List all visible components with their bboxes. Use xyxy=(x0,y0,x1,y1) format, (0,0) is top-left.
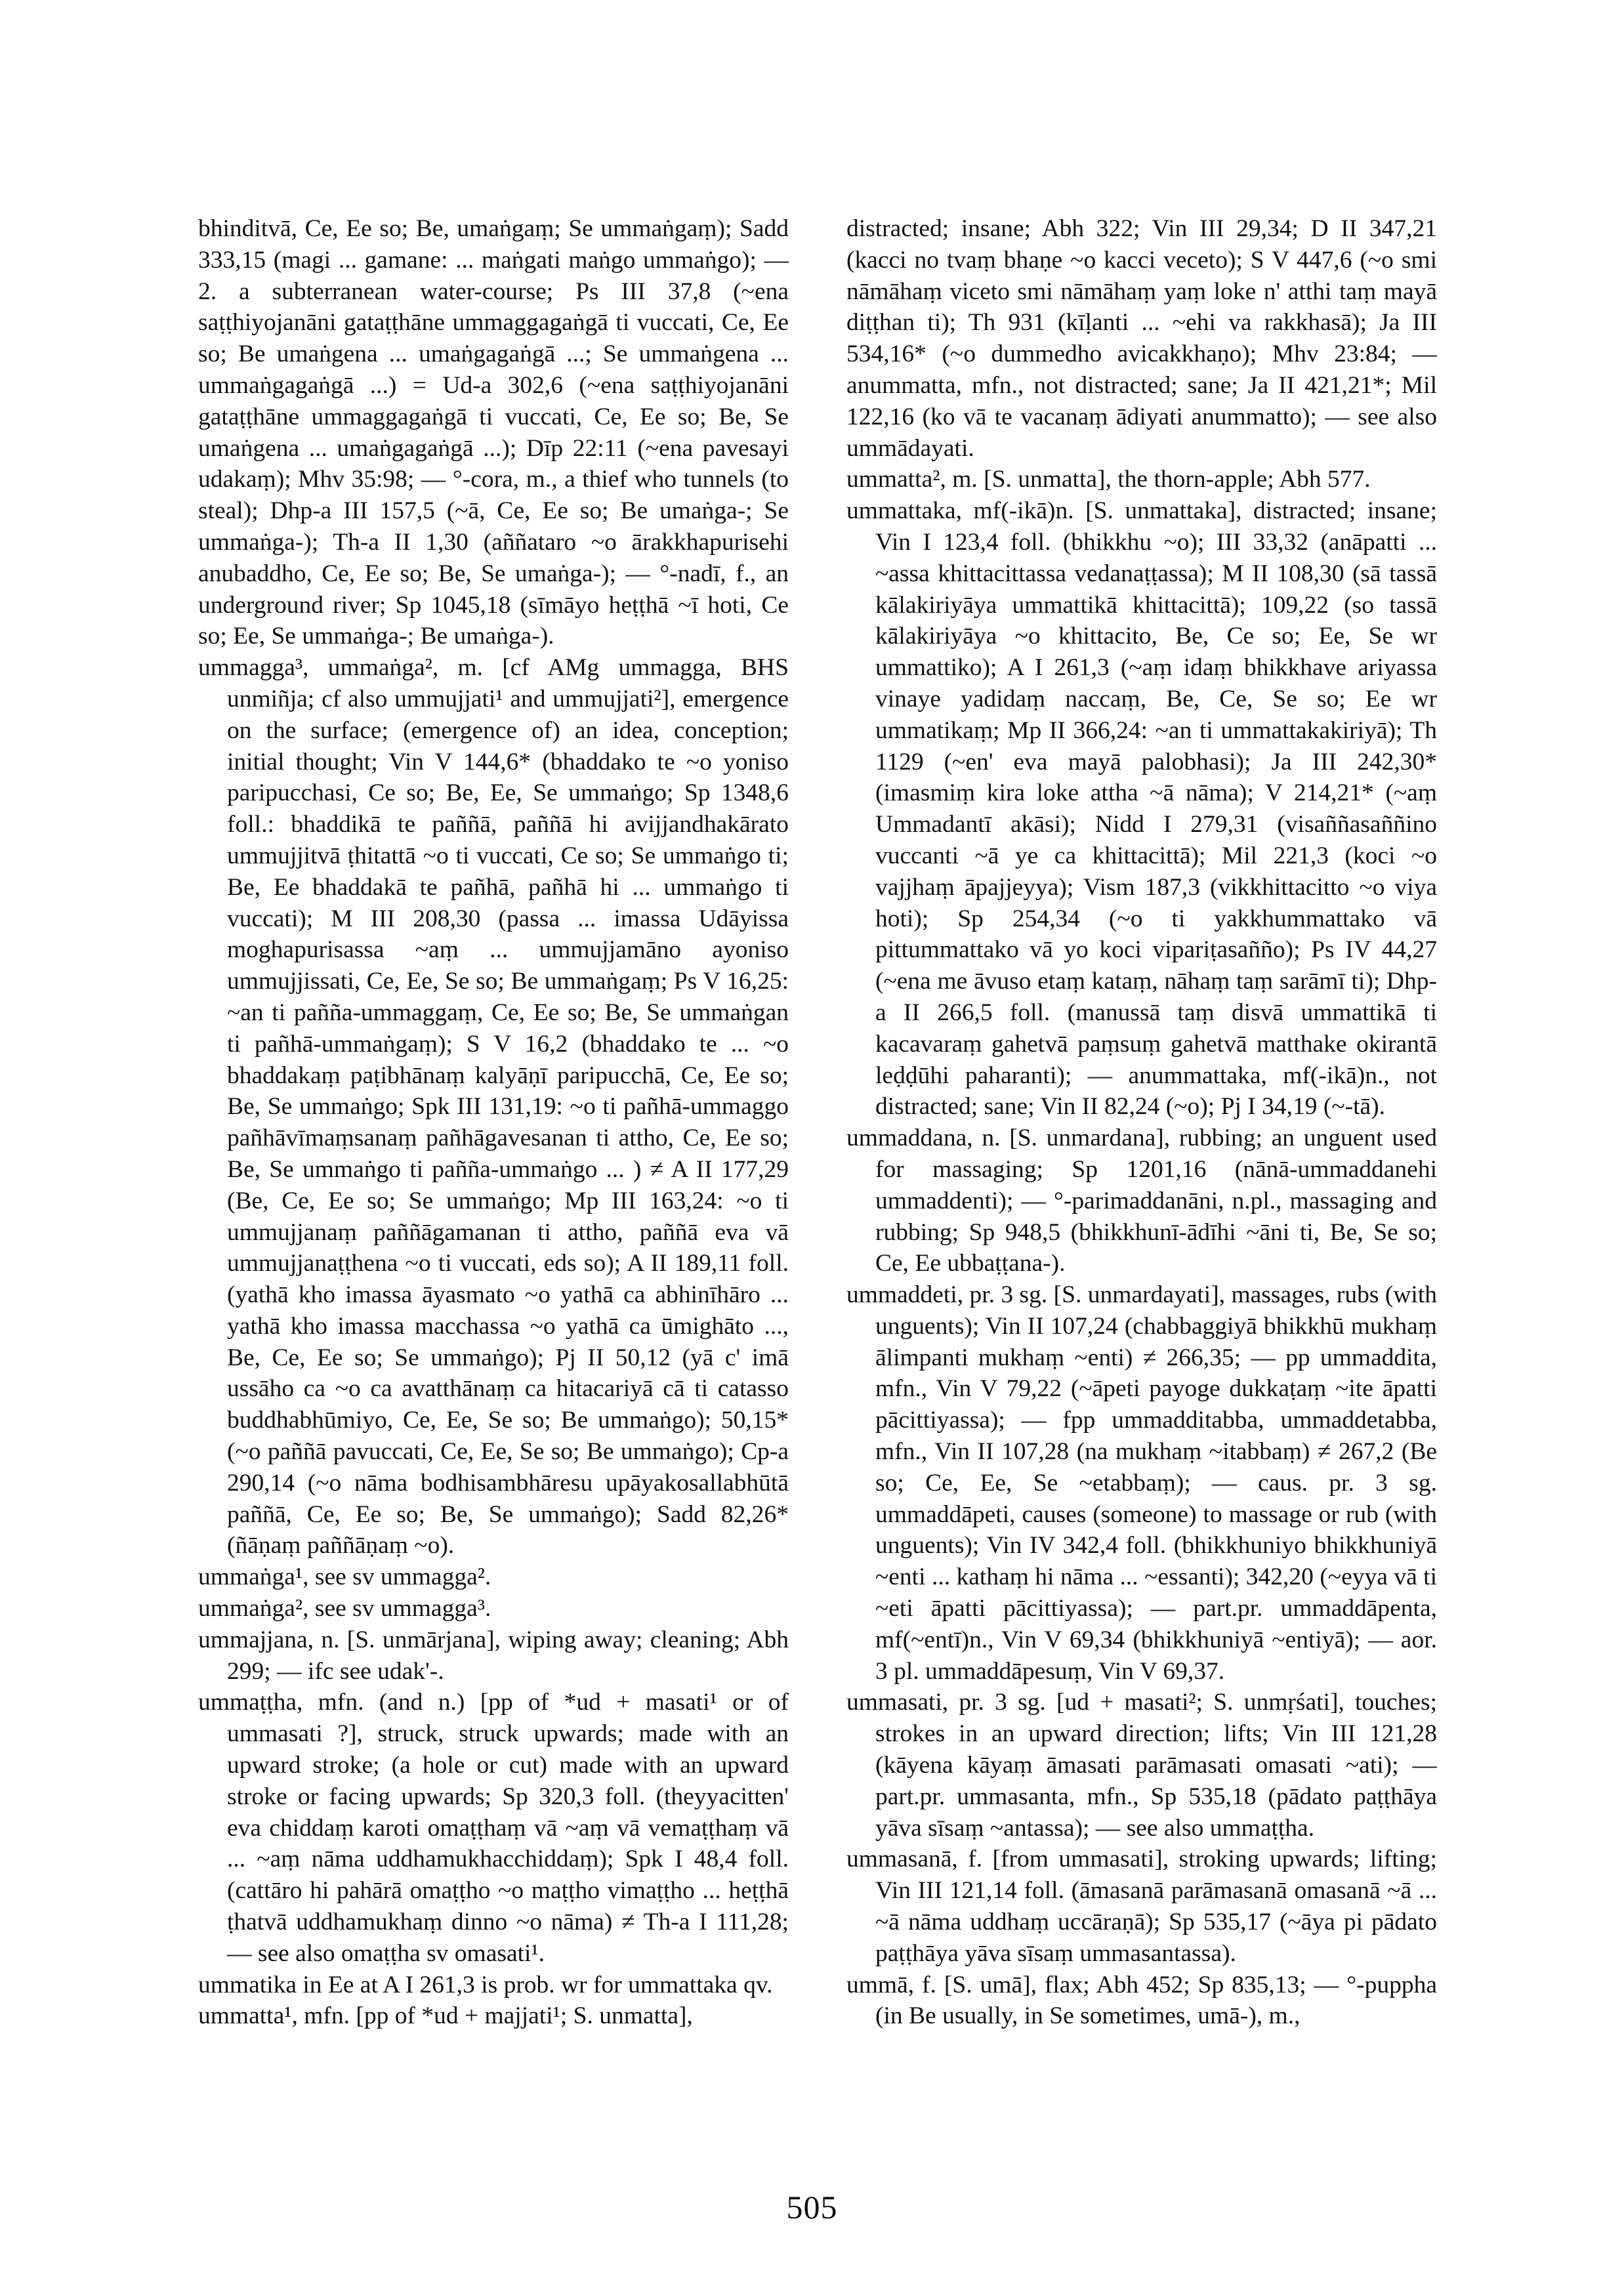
dictionary-entry: ummasanā, f. [from ummasati], stroking upwards; lifting; Vin III 121,14 foll. (āmasanā parāmasanā omasanā ~ā ... ~ā nāma uddhaṃ uccāraṇā); Sp 535,17 (~āya pi pādato paṭṭhāya yāva sīsaṃ ummasantassa). xyxy=(846,1846,1437,1967)
dictionary-entry: ummatika in Ee at A I 261,3 is prob. wr for ummattaka qv. xyxy=(198,1971,773,1998)
dictionary-entry: ummatta¹, mfn. [pp of *ud + majjati¹; S. unmatta], xyxy=(198,2002,693,2030)
dictionary-entry: distracted; insane; Abh 322; Vin III 29,34; D II 347,21 (kacci no tvaṃ bhaṇe ~o kacci veceto); S V 447,6 (~o smi nāmāhaṃ viceto smi nāmāhaṃ yaṃ loke n' atthi taṃ mayā diṭṭhan ti); Th 931 (kīḷanti ... ~ehi va rakkhasā); Ja III 534,16* (~o dummedho avicakkhaṇo); Mhv 23:84; — anummatta, mfn., not distracted; sane; Ja II 421,21*; Mil 122,16 (ko vā te vacanaṃ ādiyati anummatto); — see also ummādayati. xyxy=(846,215,1437,462)
dictionary-entry: ummatta², m. [S. unmatta], the thorn-apple; Abh 577. xyxy=(846,466,1371,493)
dictionary-entry: ummaṅga¹, see sv ummagga². xyxy=(198,1563,491,1591)
dictionary-entry: ummaṭṭha, mfn. (and n.) [pp of *ud + masati¹ or of ummasati ?], struck, struck upwards; made with an upward stroke; (a hole or cut) made with an upward stroke or facing upwards; Sp 320,3 foll. (theyyacitten' eva chiddaṃ karoti omaṭṭhaṃ vā ~aṃ vā vemaṭṭhaṃ vā ... ~aṃ nāma uddhamukhacchiddaṃ); Spk I 48,4 foll. (cattāro hi pahārā omaṭṭho ~o maṭṭho vimaṭṭho ... heṭṭhā ṭhatvā uddhamukhaṃ dinno ~o nāma) ≠ Th-a I 111,28; — see also omaṭṭha sv omasati¹. xyxy=(198,1689,789,1967)
dictionary-entry: ummagga³, ummaṅga², m. [cf AMg ummagga, BHS unmiñja; cf also ummujjati¹ and ummujjati²], emergence on the surface; (emergence of) an idea, conception; initial thought; Vin V 144,6* (bhaddako te ~o yoniso paripucchasi, Ce so; Be, Ee, Se ummaṅgo; Sp 1348,6 foll.: bhaddikā te paññā, paññā hi avijjandhakārato ummujjitvā ṭhitattā ~o ti vuccati, Ce so; Se ummaṅgo ti; Be, Ee bhaddakā te pañhā, pañhā hi ... ummaṅgo ti vuccati); M III 208,30 (passa ... imassa Udāyissa moghapurisassa ~aṃ ... ummujjamāno ayoniso ummujjissati, Ce, Ee, Se so; Be ummaṅgaṃ; Ps V 16,25: ~an ti pañña-ummaggaṃ, Ce, Ee so; Be, Se ummaṅgan ti pañhā-ummaṅgaṃ); S V 16,2 (bhaddako te ... ~o bhaddakaṃ paṭibhānaṃ kalyāṇī paripucchā, Ce, Ee so; Be, Se ummaṅgo; Spk III 131,19: ~o ti pañhā-ummaggo pañhāvīmaṃsanaṃ pañhāgavesanan ti attho, Ce, Ee so; Be, Se ummaṅgo ti pañña-ummaṅgo ... ) ≠ A II 177,29 (Be, Ce, Ee so; Se ummaṅgo; Mp III 163,24: ~o ti ummujjanaṃ paññāgamanan ti attho, paññā eva vā ummujjanaṭṭhena ~o ti vuccati, eds so); A II 189,11 foll. (yathā kho imassa āyasmato ~o yathā ca abhinīhāro ... yathā kho imassa macchassa ~o yathā ca ūmighāto ..., Be, Ce, Ee so; Se ummaṅgo); Pj II 50,12 (yā c' imā ussāho ca ~o ca avatthānaṃ ca hitacariyā cā ti catasso buddhabhūmiyo, Ce, Ee, Se so; Be ummaṅgo); 50,15* (~o paññā pavuccati, Ce, Ee, Se so; Be ummaṅgo); Cp-a 290,14 (~o nāma bodhisambhāresu upāyakosallabhūtā paññā, Ce, Ee so; Be, Se ummaṅgo); Sadd 82,26* (ñāṇaṃ paññāṇaṃ ~o). xyxy=(198,654,789,1560)
dictionary-entry: ummaṅga², see sv ummagga³. xyxy=(198,1595,491,1623)
left-column xyxy=(198,213,789,2201)
dictionary-entry: ummattaka, mf(-ikā)n. [S. unmattaka], distracted; insane; Vin I 123,4 foll. (bhikkhu ~o); III 33,32 (anāpatti ... ~assa khittacittassa vedanaṭṭassa); M II 108,30 (sā tassā kālakiriyāya ummattikā khittacittā); 109,22 (so tassā kālakiriyāya ~o khittacito, Be, Ce so; Ee, Se wr ummattiko); A I 261,3 (~aṃ idaṃ bhikkhave ariyassa vinaye yadidaṃ naccaṃ, Be, Ce, Se so; Ee wr ummatikaṃ; Mp II 366,24: ~an ti ummattakakiriyā); Th 1129 (~en' eva mayā palobhasi); Ja III 242,30* (imasmiṃ kira loke attha ~ā nāma); V 214,21* (~aṃ Ummadantī akāsi); Nidd I 279,31 (visaññasaññino vuccanti ~ā ye ca khittacittā); Mil 221,3 (koci ~o vajjhaṃ āpajjeyya); Vism 187,3 (vikkhittacitto ~o viya hoti); Sp 254,34 (~o ti yakkhummattako vā pittummattako vā yo koci vipariṭasañño); Ps IV 44,27 (~ena me āvuso etaṃ kataṃ, nāhaṃ taṃ sarāmī ti); Dhp-a II 266,5 foll. (manussā taṃ disvā ummattikā ti kacavaraṃ gahetvā paṃsuṃ gahetvā matthake okirantā leḍḍūhi paharanti); — anummattaka, mf(-ikā)n., not distracted; sane; Vin II 82,24 (~o); Pj I 34,19 (~-tā). xyxy=(846,497,1437,1121)
dictionary-entry: ummaddana, n. [S. unmardana], rubbing; an unguent used for massaging; Sp 1201,16 (nānā-ummaddanehi ummaddenti); — °-parimaddanāni, n.pl., massaging and rubbing; Sp 948,5 (bhikkhunī-ādīhi ~āni ti, Be, Se so; Ce, Ee ubbaṭṭana-). xyxy=(846,1125,1437,1277)
dictionary-entry: ummaddeti, pr. 3 sg. [S. unmardayati], massages, rubs (with unguents); Vin II 107,24 (chabbaggiyā bhikkhū mukhaṃ ālimpanti mukhaṃ ~enti) ≠ 266,35; — pp ummaddita, mfn., Vin V 79,22 (~āpeti payoge dukkaṭaṃ ~ite āpatti pācittiyassa); — fpp ummadditabba, ummaddetabba, mfn., Vin II 107,28 (na mukhaṃ ~itabbaṃ) ≠ 267,2 (Be so; Ce, Ee, Se ~etabbaṃ); — caus. pr. 3 sg. ummaddāpeti, causes (someone) to massage or rub (with unguents); Vin IV 342,4 foll. (bhikkhuniyo bhikkhuniyā ~enti ... kathaṃ hi nāma ... ~essanti); 342,20 (~eyya vā ti ~eti āpatti pācittiyassa); — part.pr. ummaddāpenta, mf(~entī)n., Vin V 69,34 (bhikkhuniyā ~entiyā); — aor. 3 pl. ummaddāpesuṃ, Vin V 69,37. xyxy=(846,1281,1437,1685)
page-number: 505 xyxy=(786,2189,838,2225)
dictionary-entry: bhinditvā, Ce, Ee so; Be, umaṅgaṃ; Se ummaṅgaṃ); Sadd 333,15 (magi ... gamane: ... maṅgati maṅgo ummaṅgo); — 2. a subterranean water-course; Ps III 37,8 (~ena saṭṭhiyojanāni gataṭṭhāne ummaggagaṅgā ti vuccati, Ce, Ee so; Be umaṅgena ... umaṅgagaṅgā ...; Se ummaṅgena ... ummaṅgagaṅgā ...) = Ud-a 302,6 (~ena saṭṭhiyojanāni gataṭṭhāne ummaggagaṅgā ti vuccati, Ce, Ee so; Be, Se umaṅgena ... umaṅgagaṅgā ...); Dīp 22:11 (~ena pavesayi udakaṃ); Mhv 35:98; — °-cora, m., a thief who tunnels (to steal); Dhp-a III 157,5 (~ā, Ce, Ee so; Be umaṅga-; Se ummaṅga-); Th-a II 1,30 (aññataro ~o ārakkhapurisehi anubaddho, Ce, Ee so; Be, Se umaṅga-); — °-nadī, f., an underground river; Sp 1045,18 (sīmāyo heṭṭhā ~ī hoti, Ce so; Ee, Se ummaṅga-; Be umaṅga-). xyxy=(198,215,789,650)
dictionary-entry: ummasati, pr. 3 sg. [ud + masati²; S. unmṛśati], touches; strokes in an upward direction; lifts; Vin III 121,28 (kāyena kāyaṃ āmasati parāmasati omasati ~ati); — part.pr. ummasanta, mfn., Sp 535,18 (pādato paṭṭhāya yāva sīsaṃ ~antassa); — see also ummaṭṭha. xyxy=(846,1689,1437,1842)
dictionary-entry: ummajjana, n. [S. unmārjana], wiping away; cleaning; Abh 299; — ifc see udak'-. xyxy=(198,1626,789,1685)
right-column xyxy=(846,213,1437,2201)
dictionary-entry: ummā, f. [S. umā], flax; Abh 452; Sp 835,13; — °-puppha (in Be usually, in Se sometimes, umā-), m., xyxy=(846,1971,1437,2030)
